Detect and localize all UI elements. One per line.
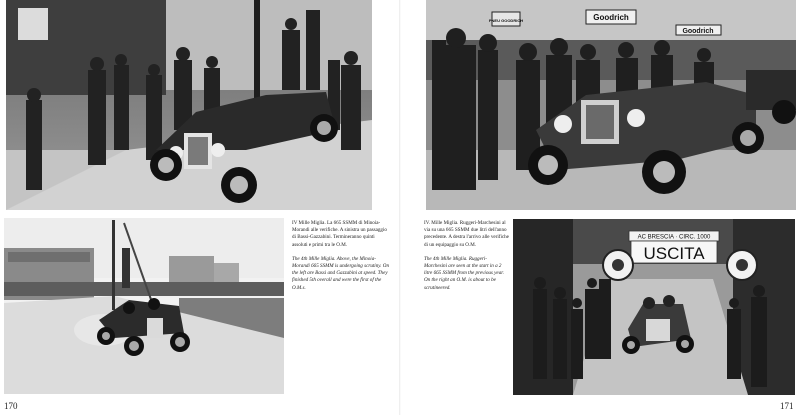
caption-left — [292, 220, 390, 299]
photo-uscita-arrival — [513, 219, 795, 395]
photo-car-at-speed — [4, 218, 284, 394]
banner-top-text: AC BRESCIA · CIRC. 1000 — [637, 234, 711, 241]
page-number-right: 171 — [780, 401, 794, 411]
goodrich-sign-3: PNEU GOODRICH — [488, 18, 524, 23]
photo-scrutiny-scene — [6, 0, 372, 210]
caption-right — [424, 220, 509, 299]
caption-left-italian: IV Mille Miglia. La 665 SSMM di Minoia-Morandi alle verifiche. A sinistra un passaggio di Bassi-Gazzabini. Termineranno quinti assoluti e primi tra le O.M. — [292, 220, 387, 248]
caption-left-english: The 4th Mille Miglia. Above, the Minoia-Morandi 665 SSMM is undergoing scrutiny. On the left are Bassi and Gazzabini at speed. They finished 5th overall and were the first of the O.M.s. — [292, 255, 390, 291]
caption-right-italian: IV. Mille Miglia. Ruggeri-Marchesini al via su una 665 SSMM due litri dell'anno precedente. A destra l'arrivo alle verifiche di un equipaggio su O.M. — [424, 220, 509, 248]
caption-right-english: The 4th Mille Miglia. Ruggeri-Marchesini are seen at the start in a 2 litre 665 SSMM from the previous year. On the right an O.M. is about to be scrutineered. — [424, 255, 504, 291]
page-gutter — [399, 0, 401, 415]
banner-uscita-text: USCITA — [643, 244, 705, 263]
photo-start-line — [426, 0, 796, 210]
goodrich-sign-2: Goodrich — [682, 28, 714, 35]
goodrich-sign-1: Goodrich — [593, 13, 629, 22]
page-number-left: 170 — [4, 401, 18, 411]
